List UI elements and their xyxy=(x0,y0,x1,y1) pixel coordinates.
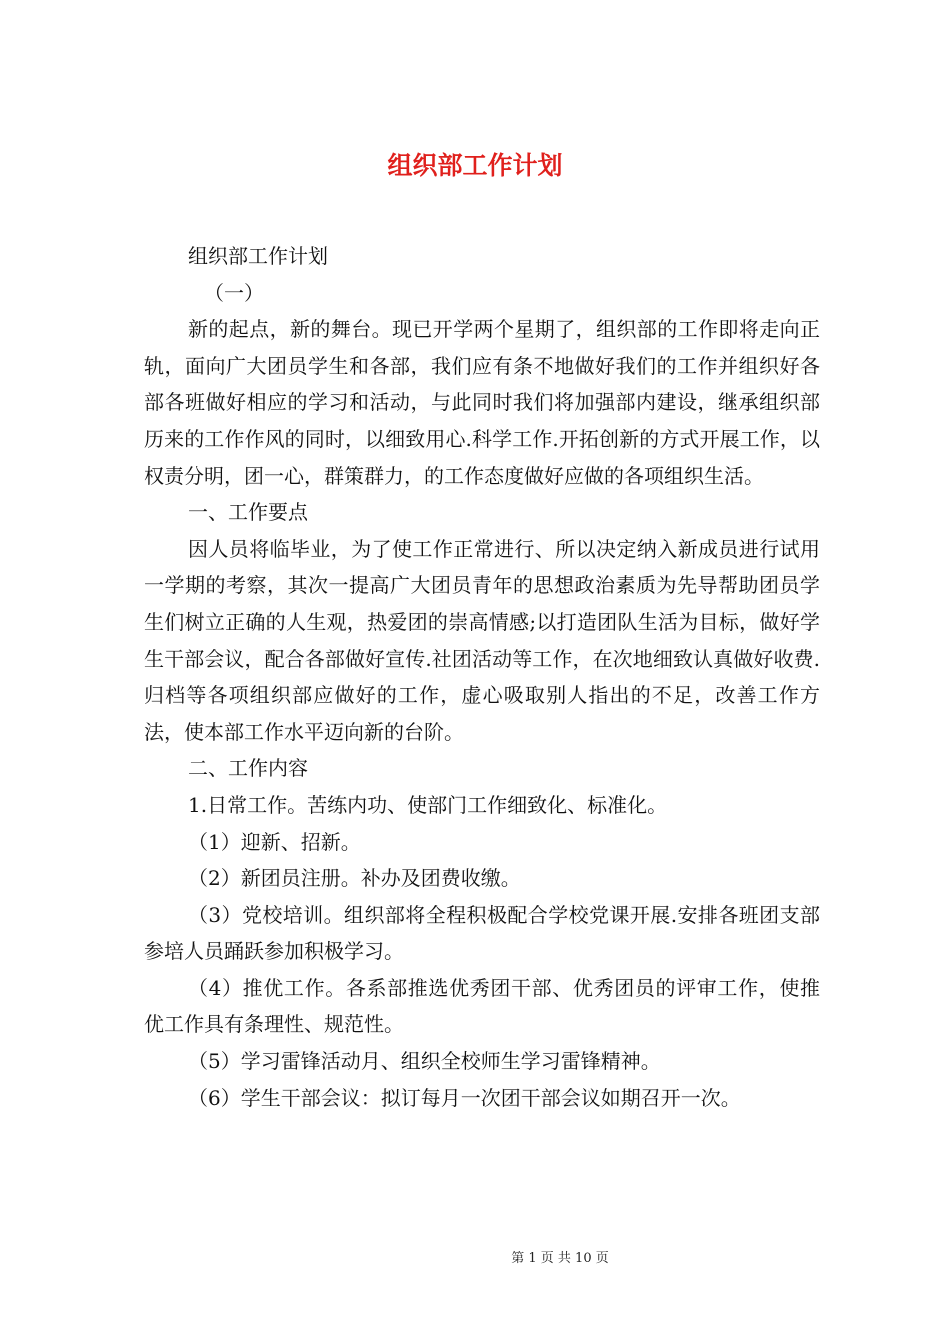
list-item: （3）党校培训。组织部将全程积极配合学校党课开展.安排各班团支部参培人员踊跃参加积极学习。 xyxy=(144,902,820,964)
list-item: （2）新团员注册。补办及团费收缴。 xyxy=(188,866,521,891)
list-item: （5）学习雷锋活动月、组织全校师生学习雷锋精神。 xyxy=(188,1049,661,1074)
page-title: 组织部工作计划 xyxy=(387,150,563,180)
list-item: （1）迎新、招新。 xyxy=(188,829,361,854)
page-number-footer: 第 1 页 共 10 页 xyxy=(511,1251,609,1266)
body-heading: 组织部工作计划 xyxy=(188,244,328,268)
document-body xyxy=(144,238,820,1116)
section-heading: 一、工作要点 xyxy=(188,500,308,525)
list-item: （6）学生干部会议：拟订每月一次团干部会议如期召开一次。 xyxy=(188,1085,741,1110)
paragraph: 新的起点，新的舞台。现已开学两个星期了，组织部的工作即将走向正轨，面向广大团员学生和各部，我们应有条不地做好我们的工作并组织好各部各班做好相应的学习和活动，与此同时我们将加强部内建设，继承组织部历来的工作作风的同时，以细致用心.科学工作.开拓创新的方式开展工作，以权责分明，团一心，群策群力，的工作态度做好应做的各项组织生活。 xyxy=(144,317,820,488)
section-heading: 二、工作内容 xyxy=(188,756,308,781)
section-number: （一） xyxy=(204,280,264,305)
paragraph: 因人员将临毕业，为了使工作正常进行、所以决定纳入新成员进行试用一学期的考察，其次一提高广大团员青年的思想政治素质为先导帮助团员学生们树立正确的人生观，热爱团的崇高情感;以打造团队生活为目标，做好学生干部会议，配合各部做好宣传.社团活动等工作，在次地细致认真做好收费.归档等各项组织部应做好的工作，虚心吸取别人指出的不足，改善工作方法，使本部工作水平迈向新的台阶。 xyxy=(144,536,820,744)
list-item: 1.日常工作。苦练内功、使部门工作细致化、标准化。 xyxy=(188,792,668,817)
list-item: （4）推优工作。各系部推选优秀团干部、优秀团员的评审工作，使推优工作具有条理性、规范性。 xyxy=(144,975,820,1037)
